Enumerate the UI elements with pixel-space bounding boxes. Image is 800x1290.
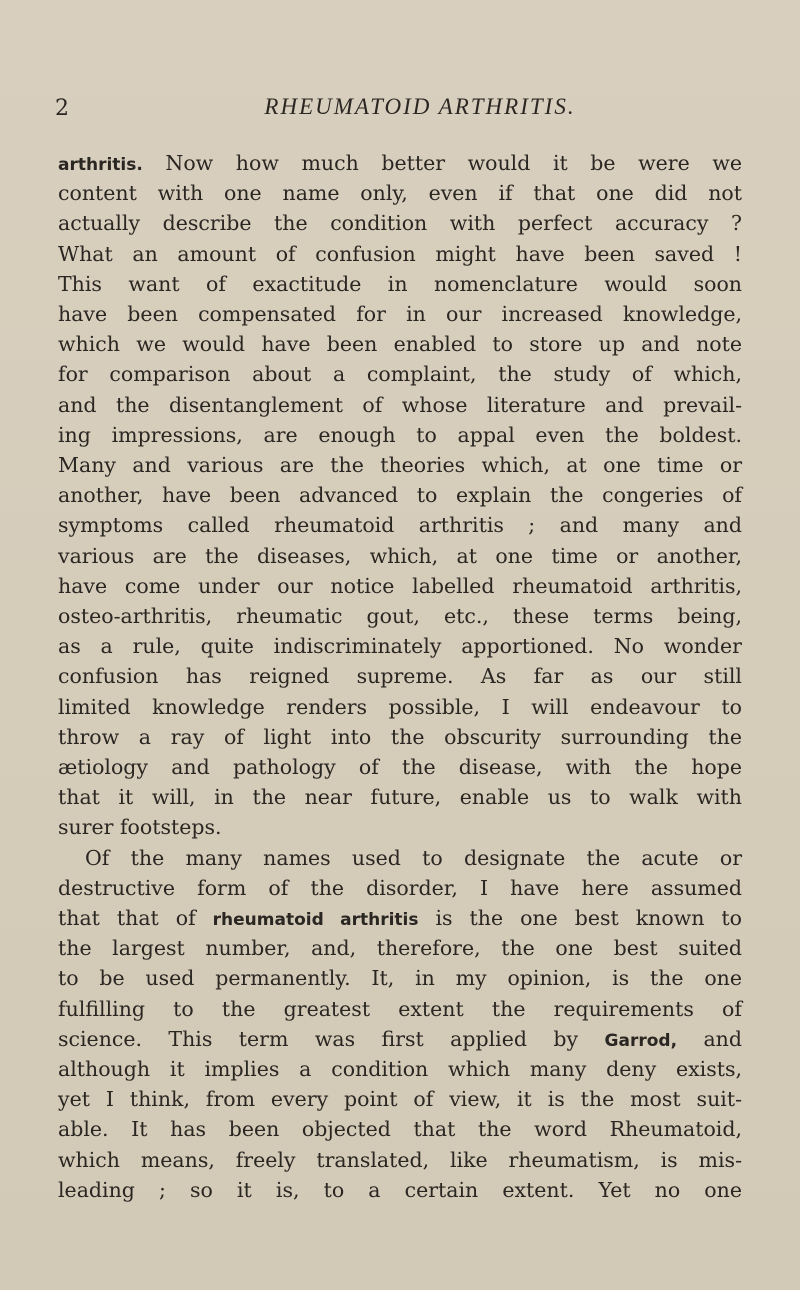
text-line <box>58 875 742 901</box>
text-line <box>58 392 742 418</box>
text-line <box>58 301 742 327</box>
line-text: ætiology and pathology of the disease, with the hope <box>58 755 742 779</box>
emphasized-term: Garrod, <box>604 1030 678 1051</box>
line-text: leading ; so it is, to a certain extent. Yet no one <box>58 1177 742 1202</box>
line-text: actually describe the condition with perfect accuracy ? <box>58 211 742 236</box>
text-line <box>58 1116 742 1142</box>
text-line <box>58 996 742 1022</box>
text-line <box>58 603 742 629</box>
text-line <box>58 512 742 538</box>
line-text: fulfilling to the greatest extent the requirements of <box>58 996 742 1021</box>
line-text: the largest number, and, therefore, the one best suited <box>58 936 742 961</box>
text-line <box>58 180 742 206</box>
emphasized-term: arthritis. <box>58 155 143 175</box>
text-line <box>58 935 742 961</box>
line-text: Of the many names used to designate the acute or <box>85 845 742 870</box>
text-line <box>58 633 742 659</box>
line-text: What an amount of confusion might have been saved ! <box>58 241 742 266</box>
line-text: and <box>677 1026 742 1051</box>
line-text: able. It has been objected that the word Rheumatoid, <box>58 1117 742 1142</box>
page-header <box>0 94 800 134</box>
line-text: yet I think, from every point of view, it is the most suit- <box>58 1087 742 1112</box>
text-line <box>58 965 742 991</box>
text-line <box>58 241 742 267</box>
line-text: have been compensated for in our increased knowledge, <box>58 302 742 326</box>
text-line <box>58 784 742 810</box>
line-text: that it will, in the near future, enable us to walk with <box>58 785 742 810</box>
text-line <box>85 845 742 871</box>
text-line <box>58 814 742 840</box>
line-text: osteo-arthritis, rheumatic gout, etc., these terms being, <box>58 604 742 628</box>
line-text: as a rule, quite indiscriminately apportioned. No wonder <box>58 634 742 659</box>
line-text: throw a ray of light into the obscurity surrounding the <box>58 724 742 749</box>
text-line <box>58 754 742 780</box>
line-text: surer footsteps. <box>58 815 222 840</box>
running-head: RHEUMATOID ARTHRITIS. <box>264 94 576 119</box>
line-text: have come under our notice labelled rheumatoid arthritis, <box>58 573 742 598</box>
text-line <box>58 1056 742 1082</box>
text-line <box>58 724 742 750</box>
text-line <box>58 452 742 478</box>
line-text-pre: science. This term was first applied by <box>58 1026 605 1051</box>
line-text: content with one name only, even if that one did not <box>58 181 742 206</box>
text-line <box>58 1177 742 1203</box>
text-line <box>58 1026 742 1052</box>
line-text: to be used permanently. It, in my opinion, is the one <box>58 966 742 991</box>
text-line <box>58 331 742 357</box>
text-line <box>58 905 742 931</box>
text-line <box>58 573 742 599</box>
text-line <box>58 150 742 176</box>
line-text: which means, freely translated, like rheumatism, is mis- <box>58 1147 742 1172</box>
line-text: another, have been advanced to explain the congeries of <box>58 483 742 508</box>
text-line <box>58 1147 742 1173</box>
line-text: Many and various are the theories which, at one time or <box>58 453 742 477</box>
text-line <box>58 482 742 508</box>
line-text: This want of exactitude in nomenclature would soon <box>58 271 742 296</box>
line-text: and the disentanglement of whose literature and prevail- <box>58 392 742 417</box>
line-text: ing impressions, are enough to appal even the boldest. <box>58 422 742 447</box>
text-line <box>58 694 742 720</box>
page-number: 2 <box>55 96 69 121</box>
line-text: for comparison about a complaint, the study of which, <box>58 362 742 387</box>
line-text: symptoms called rheumatoid arthritis ; and many and <box>58 513 742 538</box>
text-line <box>58 361 742 387</box>
text-line <box>58 543 742 569</box>
line-text-pre: that that of <box>58 906 213 930</box>
text-line <box>58 1086 742 1112</box>
text-line <box>58 663 742 689</box>
line-text: is the one best known to <box>418 906 742 930</box>
line-text: limited knowledge renders possible, I will endeavour to <box>58 694 742 719</box>
line-text: confusion has reigned supreme. As far as our still <box>58 664 742 689</box>
text-line <box>58 271 742 297</box>
text-line <box>58 210 742 236</box>
line-text: which we would have been enabled to store up and note <box>58 332 742 357</box>
line-text: destructive form of the disorder, I have here assumed <box>58 875 742 900</box>
line-text: various are the diseases, which, at one time or another, <box>58 543 742 568</box>
line-text: Now how much better would it be were we <box>142 151 742 175</box>
line-text: although it implies a condition which many deny exists, <box>58 1057 742 1081</box>
text-line <box>58 422 742 448</box>
emphasized-term: rheumatoid arthritis <box>212 910 419 930</box>
